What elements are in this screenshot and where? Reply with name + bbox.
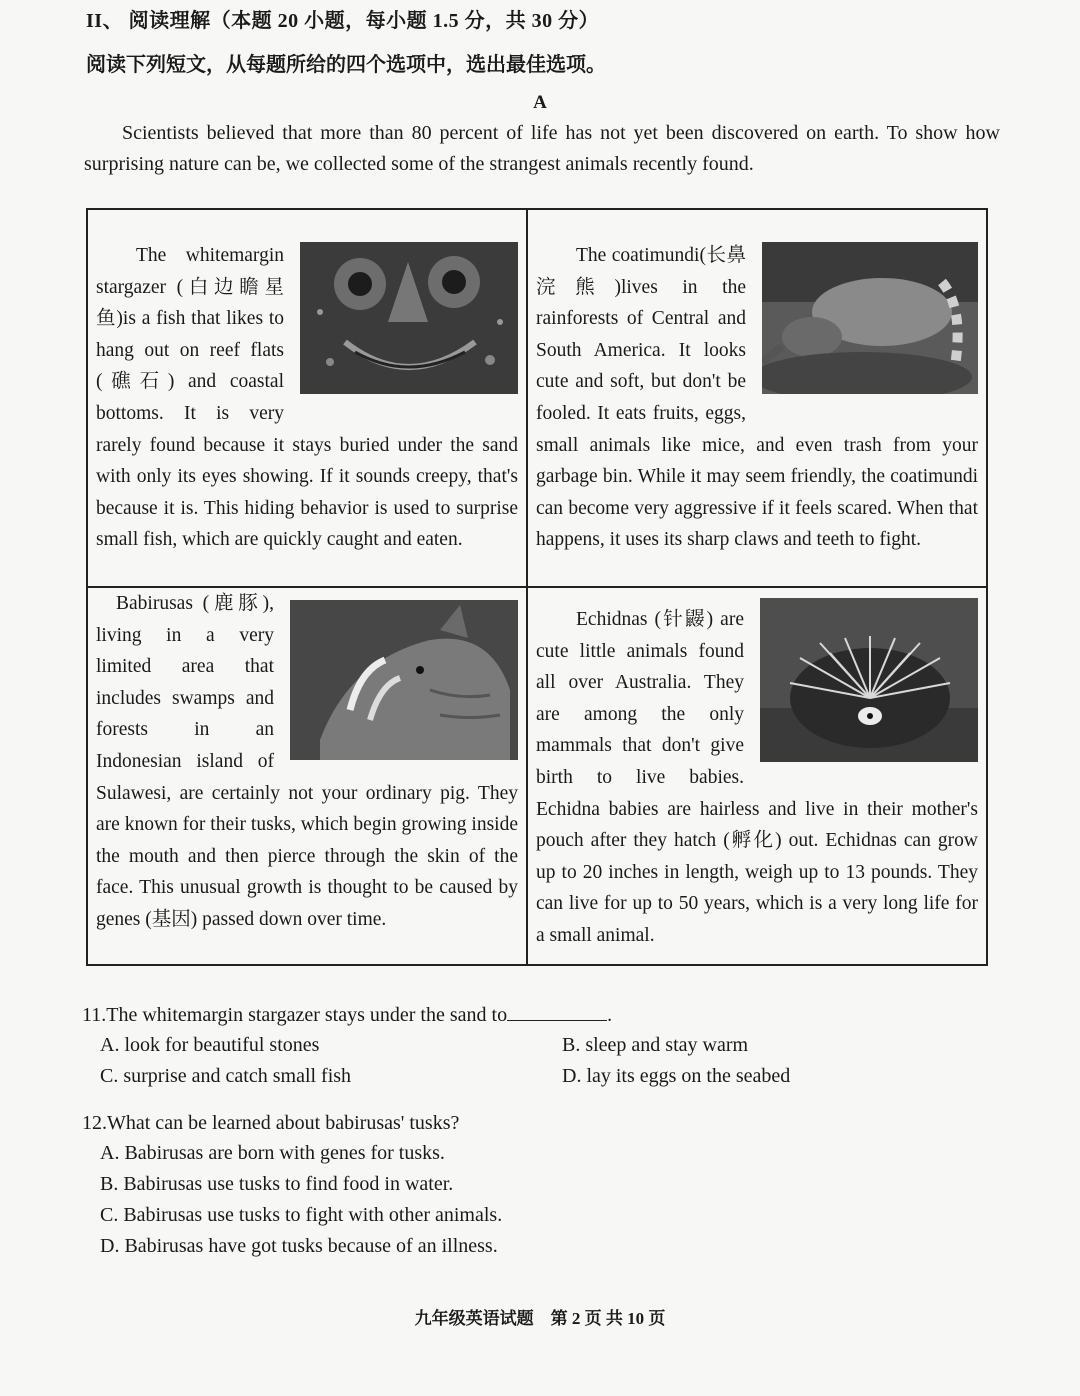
q12-option-a: A. Babirusas are born with genes for tusks. bbox=[100, 1142, 445, 1164]
question-12-stem: 12.What can be learned about babirusas' tusks? bbox=[82, 1112, 460, 1134]
page-footer: 九年级英语试题 第 2 页 共 10 页 bbox=[414, 1309, 666, 1328]
cell-echidna-text: Echidnas (针鼹) are cute little animals found all over Australia. They are among the only mammals that don't give birth to live babies. Echidna babies are hairless and live in their mother's pouch after they hatch (孵化) out. Echidnas can grow up to 20 inches in length, weigh up to 13 pounds. They can live for up to 50 years, which is a very long life for a small animal. bbox=[536, 609, 978, 946]
cell-babirusa bbox=[96, 588, 518, 936]
q11-option-c: C. surprise and catch small fish bbox=[100, 1065, 352, 1087]
animal-table bbox=[86, 208, 988, 966]
q11-option-b: B. sleep and stay warm bbox=[562, 1034, 749, 1056]
cell-stargazer bbox=[96, 240, 518, 556]
passage-intro: Scientists believed that more than 80 percent of life has not yet been discovered on earth. To show how surprising nature can be, we collected some of the strangest animals recently found. bbox=[84, 122, 1000, 175]
cell-coatimundi bbox=[536, 240, 978, 556]
q11-option-d: D. lay its eggs on the seabed bbox=[562, 1065, 791, 1087]
cell-stargazer-text: The whitemargin stargazer (白边瞻星鱼)is a fish that likes to hang out on reef flats (礁石) and coastal bottoms. It is very rarely found because it stays buried under the sand with only its eyes showing. If it sounds creepy, that's because it is. This hiding behavior is used to surprise small fish, which are quickly caught and eaten. bbox=[96, 245, 518, 551]
q12-option-d: D. Babirusas have got tusks because of an illness. bbox=[100, 1235, 498, 1257]
stargazer-photo bbox=[300, 242, 518, 394]
q12-option-b: B. Babirusas use tusks to find food in water. bbox=[100, 1173, 454, 1195]
passage-label: A bbox=[533, 92, 547, 113]
coatimundi-photo bbox=[762, 242, 978, 394]
babirusa-photo bbox=[290, 600, 518, 760]
cell-babirusa-text: Babirusas (鹿豚), living in a very limited area that includes swamps and forests in an Indonesian island of Sulawesi, are certainly not your ordinary pig. They are known for their tusks, which begin growing inside the mouth and then pierce through the skin of the face. This unusual growth is thought to be caused by genes (基因) passed down over time. bbox=[96, 593, 518, 930]
echidna-photo bbox=[760, 598, 978, 762]
section-instruction: 阅读下列短文，从每题所给的四个选项中，选出最佳选项。 bbox=[86, 54, 606, 76]
cell-coatimundi-text: The coatimundi(长鼻浣熊)lives in the rainforests of Central and South America. It looks cute and soft, but don't be fooled. It eats fruits, eggs, small animals like mice, and even trash from your garbage bin. While it may seem friendly, the coatimundi can become very aggressive if it feels scared. When that happens, it uses its sharp claws and teeth to fight. bbox=[536, 245, 978, 551]
answer-blank bbox=[507, 1000, 607, 1021]
q12-option-c: C. Babirusas use tusks to fight with other animals. bbox=[100, 1204, 503, 1226]
question-11-stem-end: . bbox=[607, 1004, 613, 1026]
cell-echidna bbox=[536, 604, 978, 952]
q11-option-a: A. look for beautiful stones bbox=[100, 1034, 320, 1056]
question-11-stem: 11.The whitemargin stargazer stays under the sand to bbox=[82, 1004, 508, 1026]
question-11 bbox=[82, 1000, 612, 1031]
section-title: II、 阅读理解（本题 20 小题，每小题 1.5 分，共 30 分） bbox=[86, 10, 600, 32]
